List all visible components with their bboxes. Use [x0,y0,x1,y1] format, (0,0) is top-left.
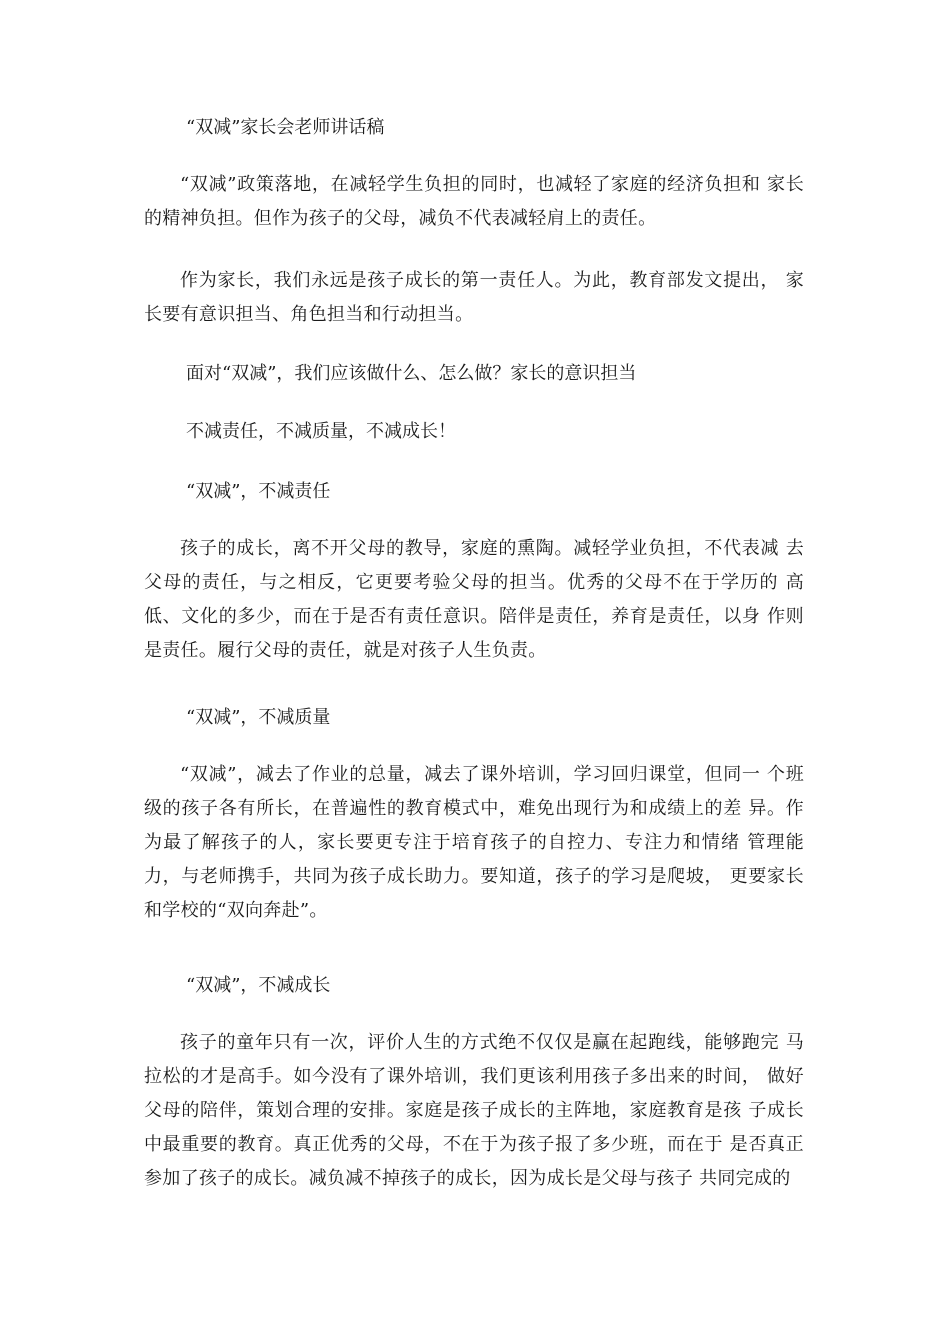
slogan-line: 不减责任，不减质量，不减成长！ [186,421,456,442]
section-2-body: “双减”，减去了作业的总量，减去了课外培训，学习回归课堂，但同一 个班级的孩子各有所长，在普遍性的教育模式中，难免出现行为和成绩上的差 异。作为最了解孩子的人，家长要更专注于培育孩子的自控力、专注力和情绪 管理能力，与老师携手，共同为孩子成长助力。要知道，孩子的学习是爬坡， 更要家长和学校的“双向奔赴”。 [144,764,804,921]
section-2-title: “双减”，不减质量 [186,707,331,728]
intro-paragraph-1: “双减”政策落地，在减轻学生负担的同时，也减轻了家庭的经济负担和 家长的精神负担。但作为孩子的父母，减负不代表减轻肩上的责任。 [144,174,804,229]
document-title: “双减”家长会老师讲话稿 [186,117,385,138]
section-3-title: “双减”，不减成长 [186,975,331,996]
section-3-body: 孩子的童年只有一次，评价人生的方式绝不仅仅是赢在起跑线，能够跑完 马拉松的才是高手。如今没有了课外培训，我们更该利用孩子多出来的时间， 做好父母的陪伴，策划合理的安排。家庭是孩子成长的主阵地，家庭教育是孩 子成长中最重要的教育。真正优秀的父母，不在于为孩子报了多少班，而在于 是否真正参加了孩子的成长。减负减不掉孩子的成长，因为成长是父母与孩子 共同完成的 [144,1032,804,1189]
section-1-title: “双减”，不减责任 [186,481,331,502]
intro-paragraph-2: 作为家长，我们永远是孩子成长的第一责任人。为此，教育部发文提出， 家长要有意识担当、角色担当和行动担当。 [144,270,804,325]
intro-paragraph-3: 面对“双减”，我们应该做什么、怎么做？家长的意识担当 [186,363,637,384]
section-1-body: 孩子的成长，离不开父母的教导，家庭的熏陶。减轻学业负担，不代表减 去父母的责任，与之相反，它更要考验父母的担当。优秀的父母不在于学历的 高低、文化的多少，而在于是否有责任意识。陪伴是责任，养育是责任，以身 作则是责任。履行父母的责任，就是对孩子人生负责。 [144,538,804,661]
